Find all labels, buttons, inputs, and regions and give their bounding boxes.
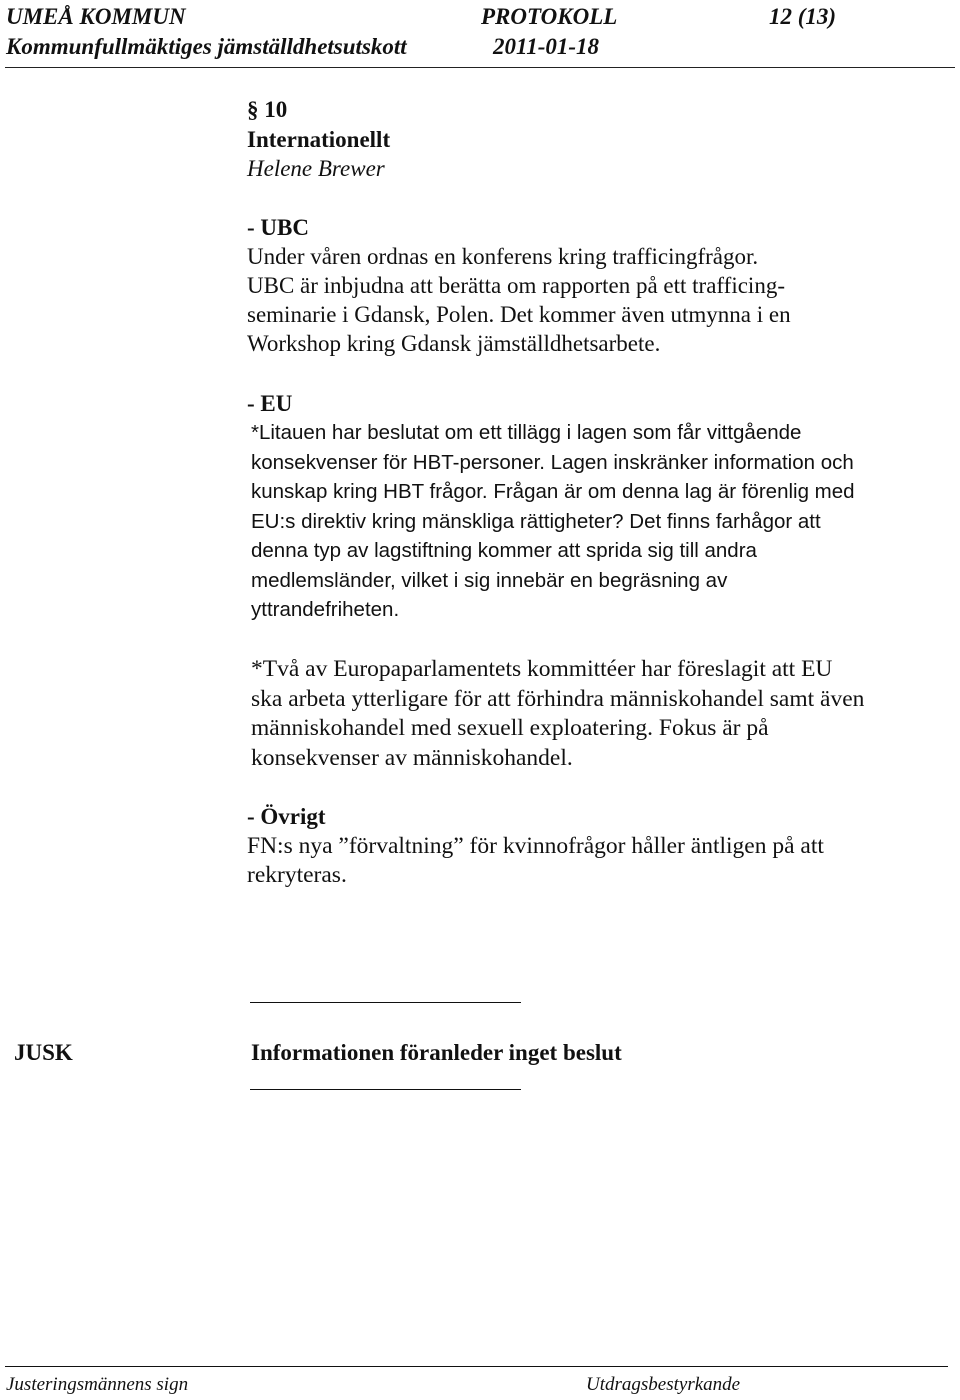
footer-extract-label: Utdragsbestyrkande xyxy=(586,1374,741,1395)
ubc-line: seminarie i Gdansk, Polen. Det kommer även utmynna i en xyxy=(247,302,791,327)
eu-line: denna typ av lagstiftning kommer att sprida sig till andra xyxy=(251,539,757,562)
section-presenter: Helene Brewer xyxy=(247,156,385,181)
eu-line: konsekvenser för HBT-personer. Lagen inskränker information och xyxy=(251,450,854,474)
eu-line: medlemsländer, vilket i sig innebär en begräsning av xyxy=(251,568,728,592)
header-committee: Kommunfullmäktiges jämställdhetsutskott xyxy=(6,34,407,59)
eu-line: EU:s direktiv kring mänskliga rättigheter? Det finns farhågor att xyxy=(251,509,821,533)
ubc-heading: - UBC xyxy=(247,215,309,240)
header-page-number: 12 (13) xyxy=(769,4,837,29)
ubc-line: Workshop kring Gdansk jämställdhetsarbete. xyxy=(247,331,661,356)
ovrigt-heading: - Övrigt xyxy=(247,804,326,829)
ovrigt-line: rekryteras. xyxy=(247,862,347,888)
eu-paragraph-2 xyxy=(251,655,864,773)
ubc-line: UBC är inbjudna att berätta om rapporten på ett trafficing- xyxy=(247,273,785,298)
decision-label: JUSK xyxy=(14,1040,73,1065)
eu-paragraph-1 xyxy=(251,418,855,625)
header-org: UMEÅ KOMMUN xyxy=(6,4,186,29)
section-title: Internationellt xyxy=(247,127,391,152)
eu-line: *Två av Europaparlamentets kommittéer har föreslagit att EU xyxy=(251,656,833,682)
ovrigt-line: FN:s nya ”förvaltning” för kvinnofrågor håller äntligen på att xyxy=(247,833,824,859)
eu-line: ska arbeta ytterligare för att förhindra människohandel samt även xyxy=(251,685,865,712)
footer-divider xyxy=(5,1366,948,1367)
ovrigt-body xyxy=(247,832,824,890)
decision-text: Informationen föranleder inget beslut xyxy=(251,1040,622,1065)
footer-sign-label: Justeringsmännens sign xyxy=(6,1374,189,1395)
header-date: 2011-01-18 xyxy=(493,34,600,59)
ubc-body xyxy=(247,242,791,358)
eu-line: *Litauen har beslutat om ett tillägg i lagen som får vittgående xyxy=(251,421,802,444)
decision-rule-top xyxy=(250,1002,521,1003)
decision-rule-bottom xyxy=(250,1089,521,1090)
eu-heading: - EU xyxy=(247,391,293,416)
header-divider xyxy=(5,67,955,68)
header-doc-type: PROTOKOLL xyxy=(481,4,618,29)
eu-line: kunskap kring HBT frågor. Frågan är om denna lag är förenlig med xyxy=(251,480,855,503)
eu-line: yttrandefriheten. xyxy=(251,598,400,621)
ubc-line: Under våren ordnas en konferens kring trafficingfrågor. xyxy=(247,244,759,269)
eu-line: människohandel med sexuell exploatering. Fokus är på xyxy=(251,715,769,741)
section-number: § 10 xyxy=(247,97,288,122)
eu-line: konsekvenser av människohandel. xyxy=(251,744,573,771)
